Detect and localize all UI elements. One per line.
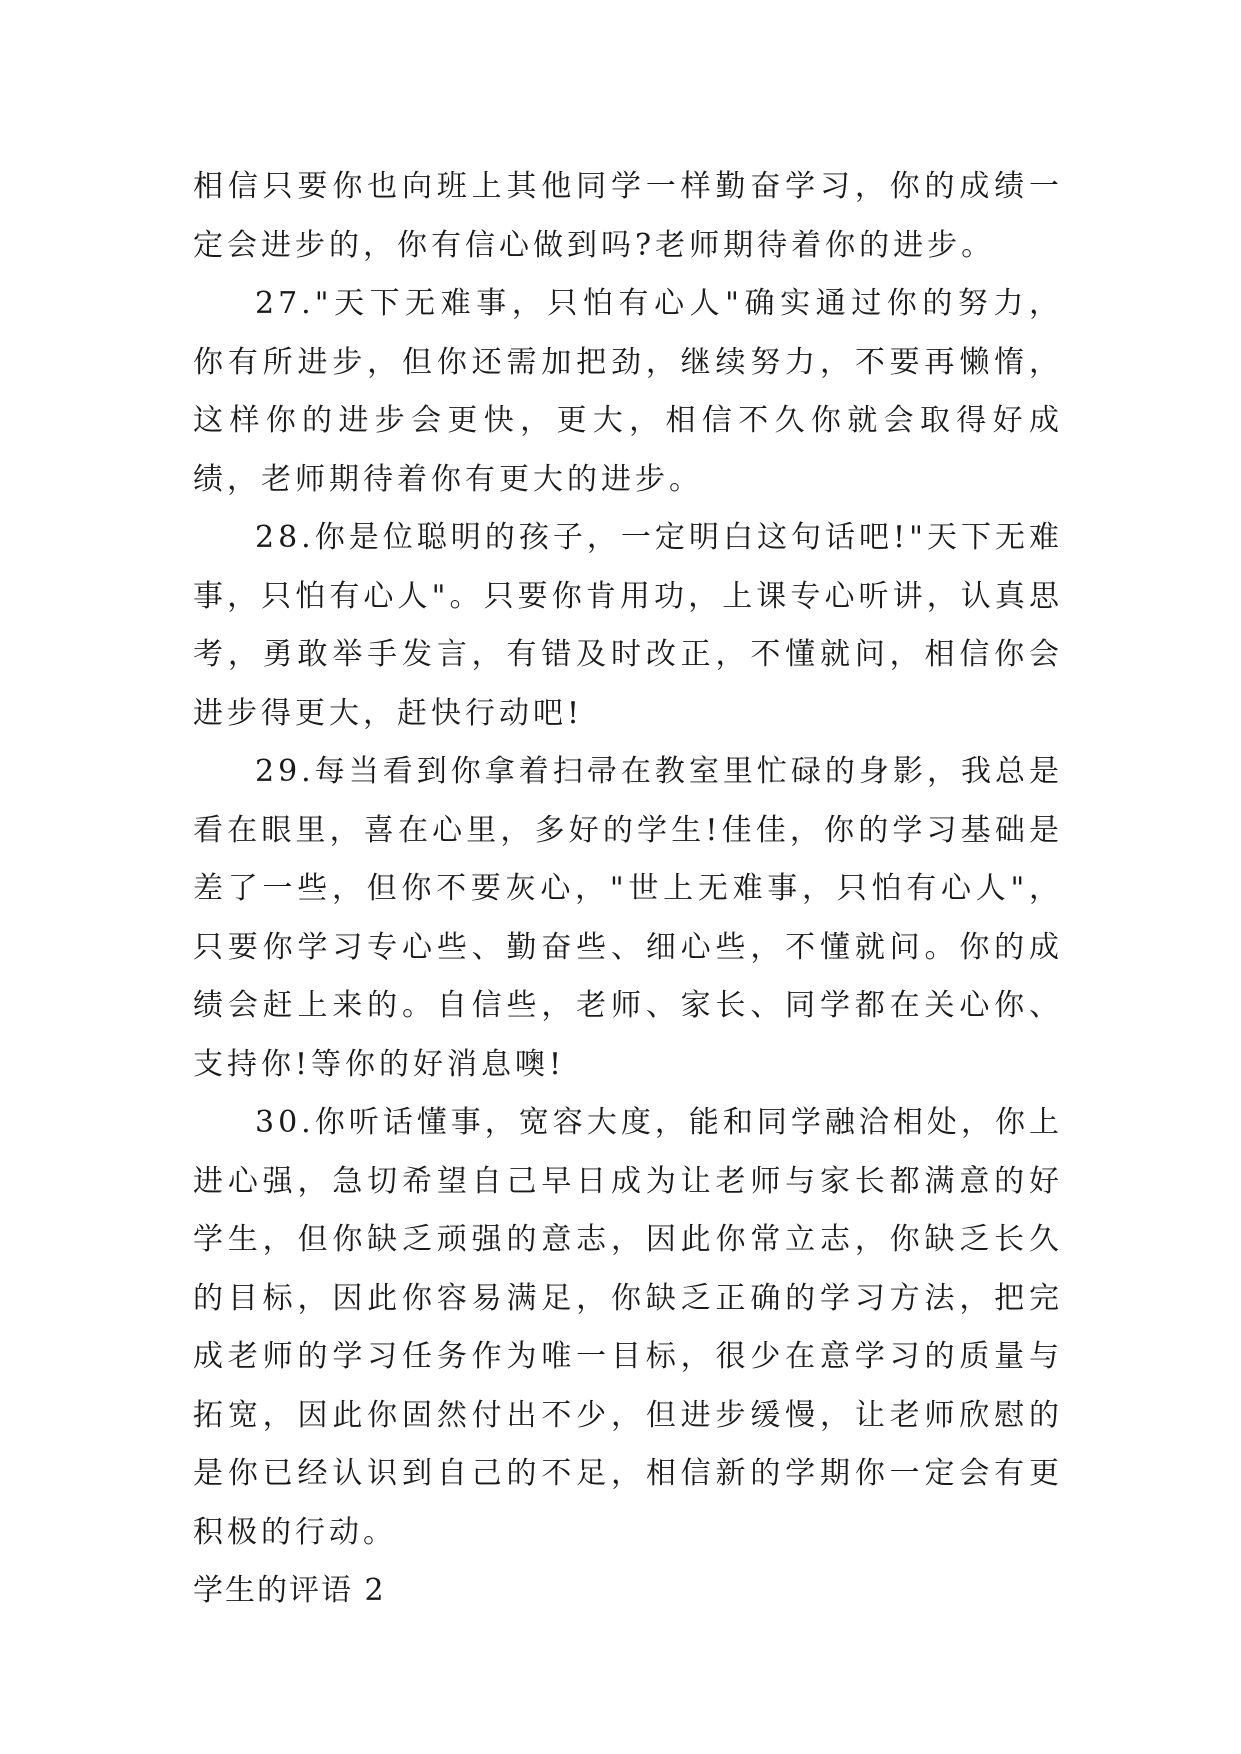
section-heading: 学生的评语 2: [193, 1573, 386, 1608]
paragraph-26-continuation: 相信只要你也向班上其他同学一样勤奋学习，你的成绩一定会进步的，你有信心做到吗?老师期待着你的进步。: [193, 169, 1063, 263]
document-body: [193, 158, 1063, 1621]
paragraph-28: 28.你是位聪明的孩子，一定明白这句话吧!"天下无难事，只怕有心人"。只要你肯用功，上课专心听讲，认真思考，勇敢举手发言，有错及时改正，不懂就问，相信你会进步得更大，赶快行动吧!: [193, 520, 1063, 731]
paragraph-29: 29.每当看到你拿着扫帚在教室里忙碌的身影，我总是看在眼里，喜在心里，多好的学生!佳佳，你的学习基础是差了一些，但你不要灰心，"世上无难事，只怕有心人"，只要你学习专心些、勤奋些、细心些，不懂就问。你的成绩会赶上来的。自信些，老师、家长、同学都在关心你、支持你!等你的好消息噢!: [193, 754, 1063, 1082]
paragraph-27: 27."天下无难事，只怕有心人"确实通过你的努力，你有所进步，但你还需加把劲，继续努力，不要再懒惰，这样你的进步会更快，更大，相信不久你就会取得好成绩，老师期待着你有更大的进步。: [193, 286, 1063, 497]
paragraph-30: 30.你听话懂事，宽容大度，能和同学融洽相处，你上进心强，急切希望自己早日成为让老师与家长都满意的好学生，但你缺乏顽强的意志，因此你常立志，你缺乏长久的目标，因此你容易满足，你缺乏正确的学习方法，把完成老师的学习任务作为唯一目标，很少在意学习的质量与拓宽，因此你固然付出不少，但进步缓慢，让老师欣慰的是你已经认识到自己的不足，相信新的学期你一定会有更积极的行动。: [193, 1105, 1063, 1550]
